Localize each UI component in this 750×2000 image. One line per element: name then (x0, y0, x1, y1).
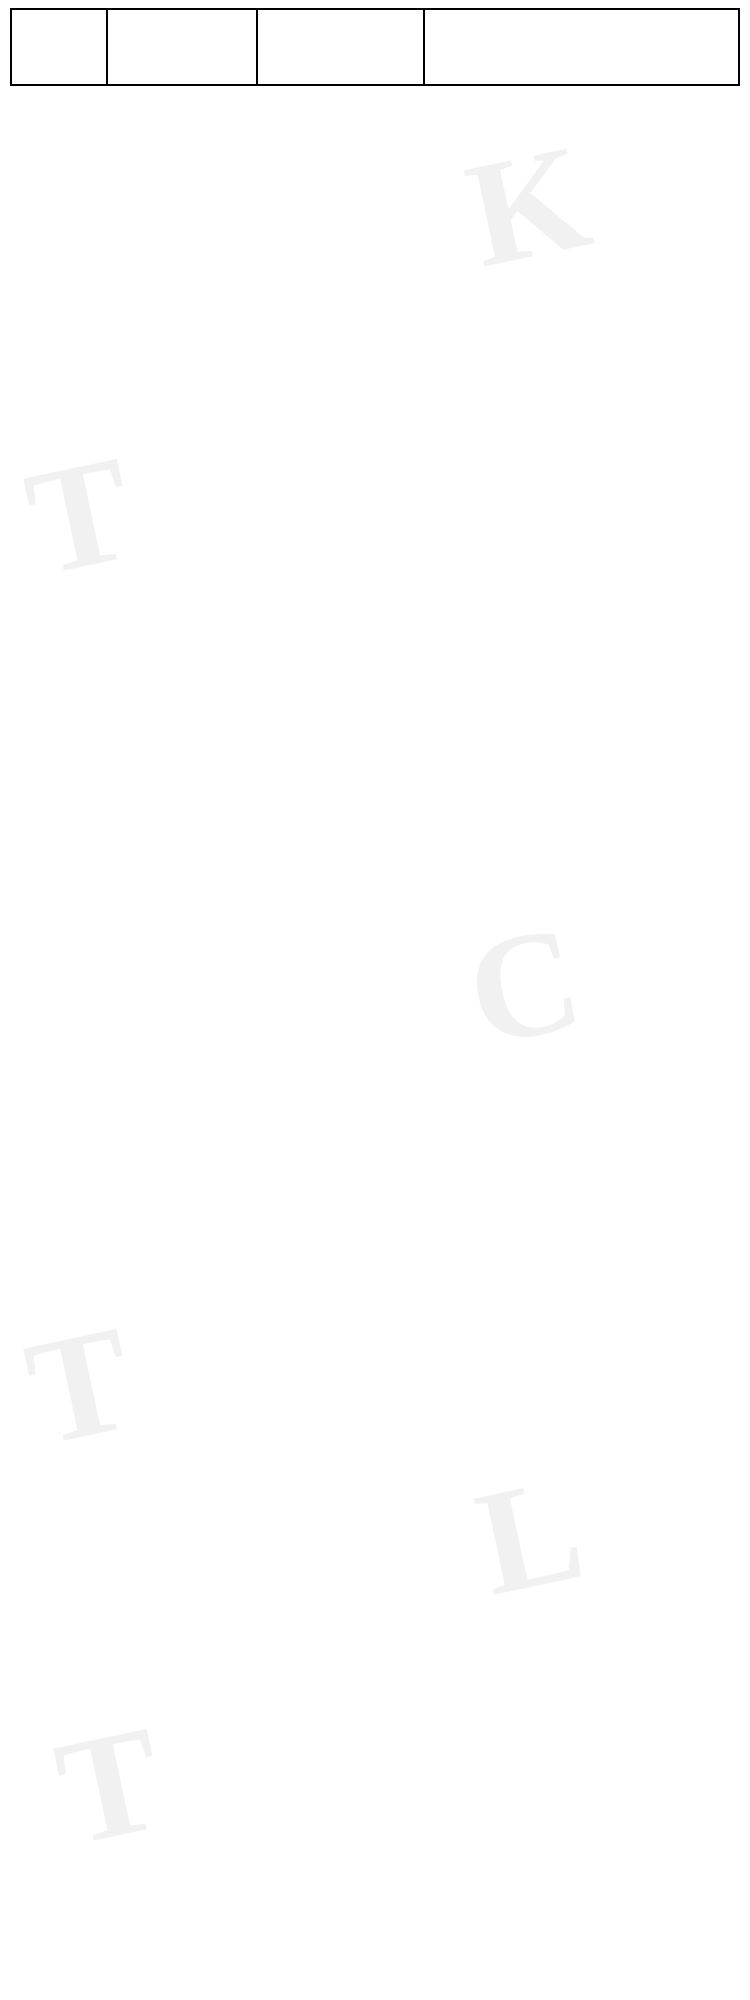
watermark: L (463, 1444, 597, 1628)
watermark: T (13, 424, 147, 608)
column-header-spec-data (424, 9, 739, 85)
watermark: T (13, 1294, 147, 1478)
column-header-image (107, 9, 257, 85)
table-header-row (11, 9, 739, 85)
column-header-part-no (11, 9, 107, 85)
product-spec-table (10, 8, 740, 86)
column-header-drawing (257, 9, 424, 85)
watermark: C (453, 893, 595, 1079)
watermark: K (454, 112, 603, 300)
watermark: T (43, 1694, 177, 1878)
